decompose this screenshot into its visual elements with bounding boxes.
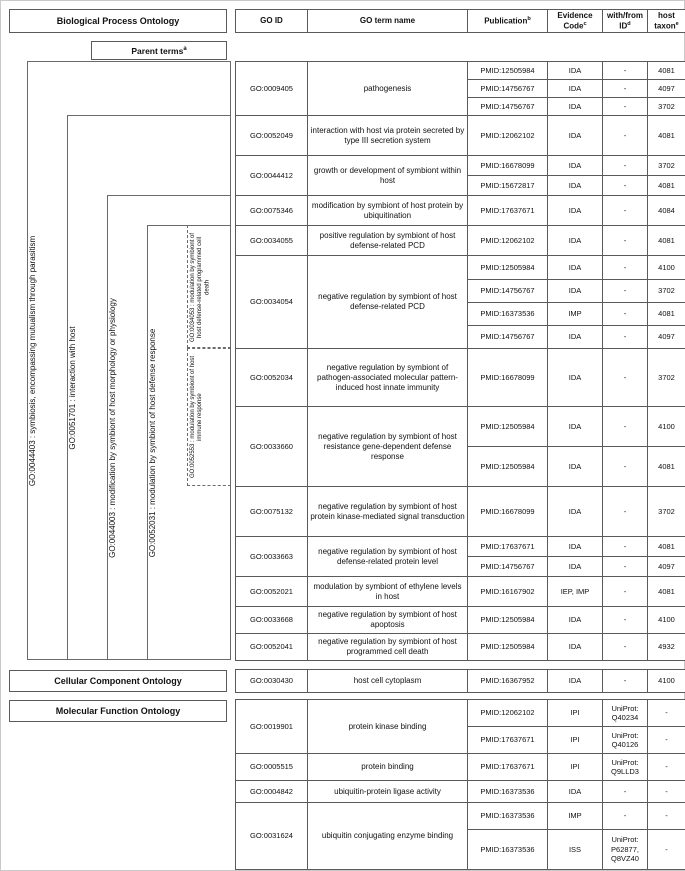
annotation-row bbox=[236, 607, 685, 634]
with-from-id-cell: - bbox=[603, 303, 648, 326]
evidence-code-cell: IPI bbox=[548, 754, 603, 781]
go-id-cell: GO:0030430 bbox=[236, 670, 308, 693]
with-from-id-cell: - bbox=[603, 98, 648, 116]
annotation-row bbox=[236, 196, 685, 226]
host-taxon-cell: 4100 bbox=[648, 407, 685, 447]
with-from-id-cell: - bbox=[603, 156, 648, 176]
hierarchy-label-go0044003: GO:0044003 : modification by symbiont of host morphology or physiology bbox=[108, 297, 117, 558]
bp-annotations-table bbox=[235, 61, 685, 661]
with-from-id-cell: - bbox=[603, 196, 648, 226]
host-taxon-cell: 4081 bbox=[648, 577, 685, 607]
evidence-code-cell: IDA bbox=[548, 196, 603, 226]
annotation-row bbox=[236, 116, 685, 156]
evidence-code-cell: IDA bbox=[548, 80, 603, 98]
with-from-id-cell: UniProt: Q40234 bbox=[603, 700, 648, 727]
host-taxon-cell: 4081 bbox=[648, 447, 685, 487]
parent-terms-label: Parent terms$^a$ bbox=[131, 45, 187, 56]
parent-terms-header bbox=[91, 41, 227, 60]
go-id-cell: GO:0034054 bbox=[236, 256, 308, 349]
host-taxon-cell: 4932 bbox=[648, 634, 685, 661]
go-id-cell: GO:0034055 bbox=[236, 226, 308, 256]
evidence-code-cell: IPI bbox=[548, 700, 603, 727]
evidence-code-cell: IDA bbox=[548, 634, 603, 661]
column-header-host-taxon: host taxon$^e$ bbox=[648, 10, 685, 33]
go-id-cell: GO:0044412 bbox=[236, 156, 308, 196]
annotation-row bbox=[236, 754, 685, 781]
with-from-id-cell: - bbox=[603, 803, 648, 830]
publication-cell: PMID:17637671 bbox=[468, 196, 548, 226]
go-term-cell: negative regulation by symbiont of host apoptosis bbox=[308, 607, 468, 634]
host-taxon-cell: 4081 bbox=[648, 537, 685, 557]
evidence-code-cell: IDA bbox=[548, 487, 603, 537]
go-term-cell: modulation by symbiont of ethylene levels in host bbox=[308, 577, 468, 607]
evidence-code-cell: IEP, IMP bbox=[548, 577, 603, 607]
hierarchy-label-go0034053: GO:0034053 : modulation by symbiont of host defense-related programmed cell death bbox=[190, 231, 211, 342]
go-term-cell: protein kinase binding bbox=[308, 700, 468, 754]
host-taxon-cell: 4081 bbox=[648, 176, 685, 196]
publication-cell: PMID:17637671 bbox=[468, 537, 548, 557]
evidence-code-cell: IDA bbox=[548, 537, 603, 557]
evidence-code-cell: IDA bbox=[548, 280, 603, 303]
column-header-row bbox=[236, 10, 685, 33]
publication-cell: PMID:16678099 bbox=[468, 487, 548, 537]
publication-cell: PMID:16373536 bbox=[468, 830, 548, 870]
go-id-cell: GO:0004842 bbox=[236, 781, 308, 803]
host-taxon-cell: - bbox=[648, 781, 685, 803]
publication-cell: PMID:12062102 bbox=[468, 700, 548, 727]
go-term-cell: protein binding bbox=[308, 754, 468, 781]
publication-cell: PMID:14756767 bbox=[468, 98, 548, 116]
evidence-code-cell: IDA bbox=[548, 557, 603, 577]
host-taxon-cell: 3702 bbox=[648, 156, 685, 176]
host-taxon-cell: - bbox=[648, 700, 685, 727]
publication-cell: PMID:15672817 bbox=[468, 176, 548, 196]
go-term-cell: negative regulation by symbiont of pathogen-associated molecular pattern-induced host innate immunity bbox=[308, 349, 468, 407]
mf-ontology-header-label: Molecular Function Ontology bbox=[55, 706, 181, 716]
go-id-cell: GO:0075132 bbox=[236, 487, 308, 537]
publication-cell: PMID:14756767 bbox=[468, 280, 548, 303]
host-taxon-cell: - bbox=[648, 830, 685, 870]
evidence-code-cell: IDA bbox=[548, 349, 603, 407]
go-term-cell: growth or development of symbiont within host bbox=[308, 156, 468, 196]
with-from-id-cell: - bbox=[603, 349, 648, 407]
go-term-cell: interaction with host via protein secreted by type III secretion system bbox=[308, 116, 468, 156]
go-term-cell: negative regulation by symbiont of host defense-related PCD bbox=[308, 256, 468, 349]
annotation-row bbox=[236, 349, 685, 407]
host-taxon-cell: 3702 bbox=[648, 487, 685, 537]
annotation-row bbox=[236, 537, 685, 557]
go-id-cell: GO:0005515 bbox=[236, 754, 308, 781]
host-taxon-cell: 3702 bbox=[648, 349, 685, 407]
go-term-cell: ubiquitin conjugating enzyme binding bbox=[308, 803, 468, 870]
go-id-cell: GO:0075346 bbox=[236, 196, 308, 226]
publication-cell: PMID:12505984 bbox=[468, 634, 548, 661]
cc-annotations-table bbox=[235, 669, 685, 693]
with-from-id-cell: UniProt: P62877, Q8VZ40 bbox=[603, 830, 648, 870]
annotation-row bbox=[236, 487, 685, 537]
hierarchy-label-go0051701: GO:0051701 : interaction with host bbox=[68, 325, 77, 450]
go-term-cell: modification by symbiont of host protein by ubiquitination bbox=[308, 196, 468, 226]
publication-cell: PMID:16678099 bbox=[468, 156, 548, 176]
host-taxon-cell: 3702 bbox=[648, 98, 685, 116]
host-taxon-cell: 4097 bbox=[648, 326, 685, 349]
publication-cell: PMID:16373536 bbox=[468, 303, 548, 326]
cc-ontology-header bbox=[9, 670, 227, 692]
with-from-id-cell: - bbox=[603, 256, 648, 280]
evidence-code-cell: ISS bbox=[548, 830, 603, 870]
with-from-id-cell: - bbox=[603, 607, 648, 634]
publication-cell: PMID:16367952 bbox=[468, 670, 548, 693]
with-from-id-cell: - bbox=[603, 62, 648, 80]
evidence-code-cell: IDA bbox=[548, 98, 603, 116]
publication-cell: PMID:17637671 bbox=[468, 727, 548, 754]
host-taxon-cell: 3702 bbox=[648, 280, 685, 303]
evidence-code-cell: IDA bbox=[548, 447, 603, 487]
annotation-row bbox=[236, 226, 685, 256]
with-from-id-cell: - bbox=[603, 326, 648, 349]
hierarchy-box-modulation-immune-response bbox=[187, 348, 231, 486]
go-term-cell: host cell cytoplasm bbox=[308, 670, 468, 693]
evidence-code-cell: IMP bbox=[548, 303, 603, 326]
with-from-id-cell: - bbox=[603, 487, 648, 537]
with-from-id-cell: - bbox=[603, 537, 648, 557]
publication-cell: PMID:12505984 bbox=[468, 62, 548, 80]
with-from-id-cell: UniProt: Q40126 bbox=[603, 727, 648, 754]
go-id-cell: GO:0052021 bbox=[236, 577, 308, 607]
with-from-id-cell: - bbox=[603, 781, 648, 803]
go-id-cell: GO:0009405 bbox=[236, 62, 308, 116]
evidence-code-cell: IDA bbox=[548, 176, 603, 196]
host-taxon-cell: 4084 bbox=[648, 196, 685, 226]
go-term-cell: positive regulation by symbiont of host defense-related PCD bbox=[308, 226, 468, 256]
annotation-row bbox=[236, 577, 685, 607]
host-taxon-cell: - bbox=[648, 803, 685, 830]
evidence-code-cell: IDA bbox=[548, 116, 603, 156]
with-from-id-cell: - bbox=[603, 80, 648, 98]
cc-ontology-header-label: Cellular Component Ontology bbox=[54, 676, 182, 686]
evidence-code-cell: IMP bbox=[548, 803, 603, 830]
go-id-cell: GO:0052034 bbox=[236, 349, 308, 407]
annotation-row bbox=[236, 256, 685, 280]
publication-cell: PMID:14756767 bbox=[468, 80, 548, 98]
go-id-cell: GO:0052049 bbox=[236, 116, 308, 156]
go-id-cell: GO:0033663 bbox=[236, 537, 308, 577]
publication-cell: PMID:12062102 bbox=[468, 226, 548, 256]
host-taxon-cell: 4100 bbox=[648, 607, 685, 634]
go-id-cell: GO:0019901 bbox=[236, 700, 308, 754]
evidence-code-cell: IDA bbox=[548, 781, 603, 803]
column-header-go-id: GO ID bbox=[236, 10, 308, 33]
hierarchy-box-modulation-defense-pcd bbox=[187, 225, 231, 348]
with-from-id-cell: - bbox=[603, 407, 648, 447]
publication-cell: PMID:16373536 bbox=[468, 781, 548, 803]
annotation-row bbox=[236, 634, 685, 661]
column-header-evidence-code: Evidence Code$^c$ bbox=[548, 10, 603, 33]
evidence-code-cell: IDA bbox=[548, 326, 603, 349]
parent-terms-superscript: a bbox=[183, 45, 187, 52]
publication-cell: PMID:14756767 bbox=[468, 326, 548, 349]
go-id-cell: GO:0033660 bbox=[236, 407, 308, 487]
host-taxon-cell: 4081 bbox=[648, 116, 685, 156]
go-term-cell: negative regulation by symbiont of host protein kinase-mediated signal transduction bbox=[308, 487, 468, 537]
publication-cell: PMID:16678099 bbox=[468, 349, 548, 407]
host-taxon-cell: 4081 bbox=[648, 303, 685, 326]
with-from-id-cell: - bbox=[603, 634, 648, 661]
annotation-row bbox=[236, 62, 685, 80]
mf-annotations-table bbox=[235, 699, 685, 870]
annotation-row bbox=[236, 803, 685, 830]
publication-cell: PMID:12505984 bbox=[468, 256, 548, 280]
with-from-id-cell: - bbox=[603, 577, 648, 607]
host-taxon-cell: - bbox=[648, 727, 685, 754]
host-taxon-cell: 4081 bbox=[648, 226, 685, 256]
column-header-publication: Publication$^b$ bbox=[468, 10, 548, 33]
bp-ontology-header bbox=[9, 9, 227, 33]
go-id-cell: GO:0033668 bbox=[236, 607, 308, 634]
evidence-code-cell: IDA bbox=[548, 670, 603, 693]
go-term-cell: pathogenesis bbox=[308, 62, 468, 116]
publication-cell: PMID:17637671 bbox=[468, 754, 548, 781]
hierarchy-label-go0044403: GO:0044403 : symbiosis, encompassing mutualism through parasitism bbox=[28, 235, 37, 486]
go-id-cell: GO:0052041 bbox=[236, 634, 308, 661]
with-from-id-cell: - bbox=[603, 226, 648, 256]
hierarchy-label-go0052031: GO:0052031 : modulation by symbiont of host defense response bbox=[148, 328, 157, 557]
with-from-id-cell: - bbox=[603, 280, 648, 303]
go-term-cell: ubiquitin-protein ligase activity bbox=[308, 781, 468, 803]
go-term-cell: negative regulation by symbiont of host defense-related protein level bbox=[308, 537, 468, 577]
column-header-with-from-id: with/from $ID^d$ bbox=[603, 10, 648, 33]
publication-cell: PMID:12505984 bbox=[468, 447, 548, 487]
publication-cell: PMID:16373536 bbox=[468, 803, 548, 830]
publication-cell: PMID:14756767 bbox=[468, 557, 548, 577]
go-term-cell: negative regulation by symbiont of host resistance gene-dependent defense response bbox=[308, 407, 468, 487]
host-taxon-cell: 4081 bbox=[648, 62, 685, 80]
publication-cell: PMID:12505984 bbox=[468, 607, 548, 634]
with-from-id-cell: - bbox=[603, 557, 648, 577]
column-header-go-term-name: GO term name bbox=[308, 10, 468, 33]
go-id-cell: GO:0031624 bbox=[236, 803, 308, 870]
with-from-id-cell: - bbox=[603, 447, 648, 487]
publication-cell: PMID:16167902 bbox=[468, 577, 548, 607]
annotation-row bbox=[236, 670, 685, 693]
bp-ontology-header-label: Biological Process Ontology bbox=[56, 16, 180, 26]
hierarchy-label-go0052553: GO:0052553 : modulation by symbiont of host immune response bbox=[190, 355, 204, 479]
annotation-row bbox=[236, 700, 685, 727]
with-from-id-cell: - bbox=[603, 116, 648, 156]
evidence-code-cell: IDA bbox=[548, 607, 603, 634]
host-taxon-cell: 4100 bbox=[648, 256, 685, 280]
annotation-row bbox=[236, 781, 685, 803]
mf-ontology-header bbox=[9, 700, 227, 722]
evidence-code-cell: IDA bbox=[548, 156, 603, 176]
go-term-cell: negative regulation by symbiont of host programmed cell death bbox=[308, 634, 468, 661]
annotation-row bbox=[236, 156, 685, 176]
host-taxon-cell: 4097 bbox=[648, 80, 685, 98]
evidence-code-cell: IDA bbox=[548, 407, 603, 447]
table-column-headers bbox=[235, 9, 685, 33]
host-taxon-cell: 4100 bbox=[648, 670, 685, 693]
host-taxon-cell: 4097 bbox=[648, 557, 685, 577]
with-from-id-cell: - bbox=[603, 670, 648, 693]
with-from-id-cell: UniProt: Q9LLD3 bbox=[603, 754, 648, 781]
host-taxon-cell: - bbox=[648, 754, 685, 781]
evidence-code-cell: IDA bbox=[548, 256, 603, 280]
evidence-code-cell: IDA bbox=[548, 226, 603, 256]
publication-cell: PMID:12505984 bbox=[468, 407, 548, 447]
annotation-row bbox=[236, 407, 685, 447]
evidence-code-cell: IDA bbox=[548, 62, 603, 80]
publication-cell: PMID:12062102 bbox=[468, 116, 548, 156]
with-from-id-cell: - bbox=[603, 176, 648, 196]
evidence-code-cell: IPI bbox=[548, 727, 603, 754]
